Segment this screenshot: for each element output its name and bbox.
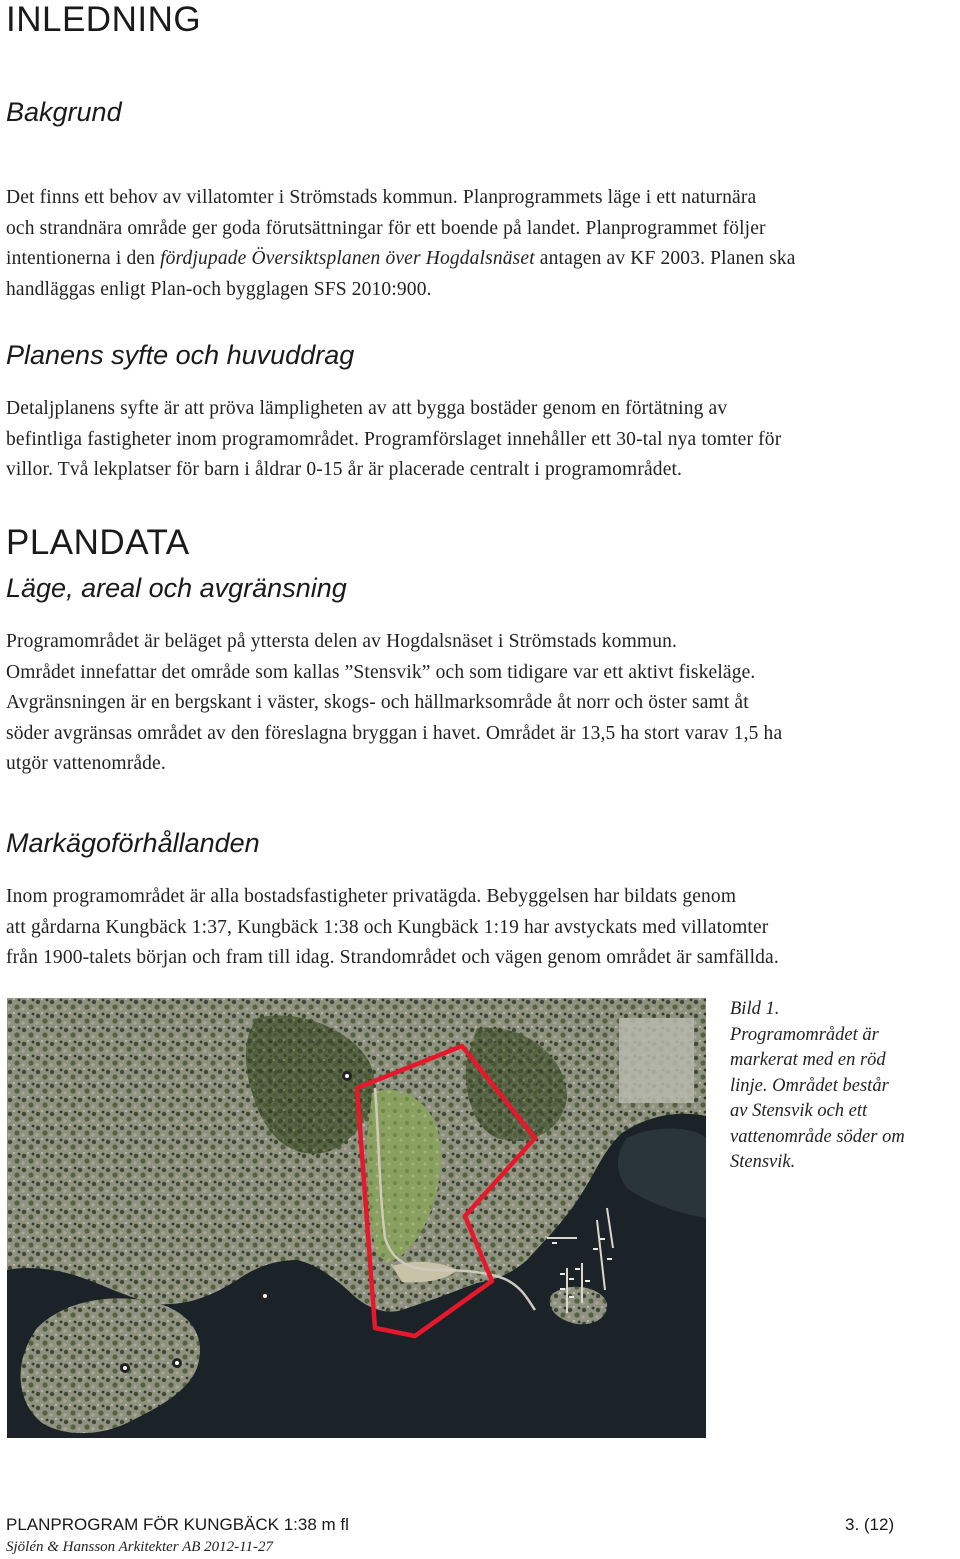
lage-line-3: Avgränsningen är en bergskant i väster, skogs- och hällmarksområde åt norr och öster samt åt (6, 692, 749, 713)
caption-line: vattenområde söder om (730, 1126, 905, 1147)
aerial-map-svg (7, 998, 706, 1438)
heading-bakgrund: Bakgrund (6, 97, 122, 127)
bakgrund-line-1: Det finns ett behov av villatomter i Strömstads kommun. Planprogrammets läge i ett naturnära (6, 187, 757, 208)
heading-lage: Läge, areal och avgränsning (6, 573, 347, 603)
heading-markagor: Markägoförhållanden (6, 828, 260, 858)
map-pin-icon (172, 1358, 182, 1368)
paragraph-lage (6, 627, 956, 780)
paragraph-markagor (6, 882, 956, 974)
caption-line: av Stensvik och ett (730, 1101, 868, 1121)
lage-line-4: söder avgränsas området av den föreslagna bryggan i havet. Området är 13,5 ha stort varav 1,5 ha (6, 722, 783, 744)
markagor-line-3: från 1900-talets början och fram till idag. Strandområdet och vägen genom området är samfällda. (6, 947, 779, 968)
paragraph-syfte (6, 394, 956, 486)
syfte-line-3: villor. Två lekplatser för barn i åldrar 0-15 år är placerade centralt i programområdet. (6, 459, 683, 480)
bakgrund-italic-reference: fördjupade Översiktsplanen över Hogdalsnäset (160, 248, 535, 269)
paragraph-bakgrund (6, 183, 956, 305)
lage-line-2: Området innefattar det område som kallas ”Stensvik” och som tidigare var ett aktivt fiskeläge. (6, 661, 756, 683)
syfte-line-2: befintliga fastigheter inom programområdet. Programförslaget innehåller ett 30-tal nya tomter för (6, 428, 782, 450)
section-title-plandata: PLANDATA (6, 523, 190, 562)
bakgrund-line-2: och strandnära område ger goda förutsättningar för ett boende på landet. Planprogrammet följer (6, 217, 766, 239)
figure-caption (730, 997, 955, 1176)
caption-line: Stensvik. (730, 1152, 796, 1172)
aerial-photo (7, 998, 706, 1438)
footer-page-number: 3. (12) (845, 1515, 895, 1534)
footer-author-date: Sjölén & Hansson Arkitekter AB 2012-11-27 (6, 1539, 274, 1555)
map-pin-icon (342, 1071, 352, 1081)
map-pin-icon (260, 1291, 270, 1301)
bakgrund-line-3b: antagen av KF 2003. Planen ska (534, 248, 796, 269)
heading-syfte: Planens syfte och huvuddrag (6, 340, 355, 370)
caption-line: linje. Området består (730, 1075, 889, 1096)
caption-line: Bild 1. (730, 999, 780, 1019)
footer-document-title: PLANPROGRAM FÖR KUNGBÄCK 1:38 m fl (6, 1515, 349, 1534)
markagor-line-1: Inom programområdet är alla bostadsfastigheter privatägda. Bebyggelsen har bildats genom (6, 886, 737, 907)
caption-line: markerat med en röd (730, 1050, 886, 1070)
map-pin-icon (120, 1363, 130, 1373)
bakgrund-line-3a: intentionerna i den (6, 248, 161, 269)
section-title-inledning: INLEDNING (6, 0, 202, 39)
bakgrund-line-4: handläggas enligt Plan-och bygglagen SFS 2010:900. (6, 278, 432, 300)
bakgrund-line-3 (6, 244, 956, 275)
markagor-line-2: att gårdarna Kungbäck 1:37, Kungbäck 1:38 och Kungbäck 1:19 har avstyckats med villatomter (6, 916, 769, 938)
lage-line-1: Programområdet är beläget på yttersta delen av Hogdalsnäset i Strömstads kommun. (6, 631, 678, 652)
syfte-line-1: Detaljplanens syfte är att pröva lämpligheten av att bygga bostäder genom en förtätning av (6, 398, 728, 419)
caption-line: Programområdet är (730, 1024, 879, 1045)
lage-line-5: utgör vattenområde. (6, 753, 166, 774)
campsite (619, 1018, 694, 1103)
